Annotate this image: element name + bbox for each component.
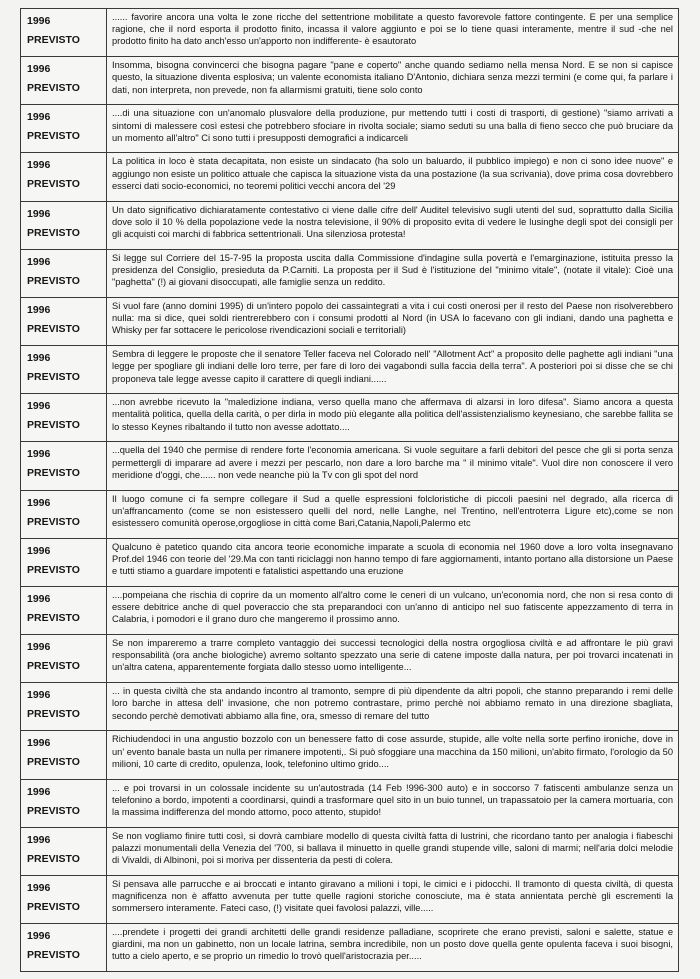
row-text: Se non vogliamo finire tutti così, si dovrà cambiare modello di questa civiltà fatta di lustrini, che ricordano tanto per analogia i fiabeschi palazzi monumentali della Venezia del '700, si ballava il minuetto in quelle grandi stupende ville, saloni di marmi; nell'aria dolci melodie di Vivaldi, di Albinoni, poi si moriva per dissenteria da pesti di colera.: [112, 830, 673, 866]
row-label: [21, 924, 107, 971]
table-row: [21, 876, 678, 924]
row-text: ... in questa civiltà che sta andando incontro al tramonto, sempre di più dipendente da altri popoli, che stanno preparando i remi delle loro barche in attesa dell' invasione, che non potremo contrastare, primo perchè noi abbiamo remato in una direzione sbagliata, secondo perchè demotivati abbiamo alla fine, ora, smesso di remare del tutto: [112, 686, 673, 721]
table-row: [21, 731, 678, 779]
year-label: 1996: [27, 689, 51, 702]
row-text: Un dato significativo dichiaratamente contestativo ci viene dalle cifre dell' Auditel televisivo sugli utenti del sud, soprattutto dalla Sicilia dove solo il 10 % della popolazione vede la nostra televisione, il 90% di proposito evita di vedere le lusinghe degli spot dei consigli per gli acquisti coi marchi di fabbrica settentrionali. Una silenziosa protesta!: [112, 204, 673, 240]
row-text: Se non impareremo a trarre completo vantaggio dei successi tecnologici della nostra orgogliosa civiltà e ad affrontare le più gravi responsabilità (ora anche biologiche) avremo soltanto spezzato una serie di catene imposte dalla natura, per poi trovarci incatenati in un'altra catena, apparentemente forgiata dallo stesso uomo intelligente...: [112, 638, 673, 673]
document-table: [20, 8, 679, 972]
status-label: PREVISTO: [27, 467, 80, 480]
row-label: [21, 105, 107, 152]
row-label: [21, 731, 107, 778]
year-label: 1996: [27, 737, 51, 750]
row-text: Richiudendoci in una angustio bozzolo con un benessere fatto di cose assurde, stupide, alle volte nella sorte perfino ironiche, dove in un' evento banale basta un nulla per rimanere impotenti,. Si può sfoggiare una macchina da 150 milioni, un'abito firmato, l'orologio da 50 milioni, 10 carte di credito, opulenza, look, telefonino ultimo grido....: [112, 734, 673, 769]
status-label: PREVISTO: [27, 900, 80, 913]
year-label: 1996: [27, 303, 51, 316]
status-label: PREVISTO: [27, 515, 80, 528]
row-text: La politica in loco è stata decapitata, non esiste un sindacato (ha solo un baluardo, il pubblico impiego) e non ci sono idee nuove" e aggiungo non esiste un politico attuale che capisca la situazione vista da una postazione (la sua scrivania), dove prima cosa dovrebbero esserci dati socio-economici, no teoremi politici vecchi ancora del '29: [112, 156, 673, 191]
status-label: PREVISTO: [27, 948, 80, 961]
year-label: 1996: [27, 592, 51, 605]
year-label: 1996: [27, 15, 51, 27]
table-row: [21, 924, 678, 971]
row-label: [21, 828, 107, 875]
table-row: [21, 587, 678, 635]
table-row: [21, 346, 678, 394]
table-row: [21, 298, 678, 346]
row-label: [21, 57, 107, 104]
status-label: PREVISTO: [27, 82, 80, 95]
row-text: ...quella del 1940 che permise di rendere forte l'economia americana. Si vuole seguitare a farli debitori del pesce che gli si porta senza permettergli di imparare ad avere i mezzi per pescarlo, non dare a loro barche ma " il minimo vitale". Vuol dire non conoscere il vero meridione d'oggi, che...... non vede neanche più la Tv con gli spot del nord: [112, 445, 673, 480]
row-label: [21, 876, 107, 923]
status-label: PREVISTO: [27, 708, 80, 721]
row-text: ....prendete i progetti dei grandi architetti delle grandi residenze palladiane, scoprirete che erano previsti, saloni e salette, statue e giardini, ma non un gabinetto, non un locale latrina, sembra incredibile, non un posto dove quella gente opulenta faceva i suoi bisogni, tutto a cielo aperto, e se proprio un rimedio lo trovò quell'aristocrazia per.....: [112, 926, 673, 962]
status-label: PREVISTO: [27, 756, 80, 769]
row-text: ....pompeiana che rischia di coprire da un momento all'altro come le ceneri di un vulcano, un'economia nord, che non si resa conto di essere debitrice anche di quel poveraccio che sta preparandoci con un'anno di anticipo nel suo fatiscente appezzamento di terra in Calabria, i pomodori e il grano duro che mangeremo il prossimo anno.: [112, 589, 673, 625]
row-text: Insomma, bisogna convincerci che bisogna pagare "pane e coperto" anche quando sediamo nella mensa Nord. E se non si capisce questo, la situazione diventa esplosiva; un valente economista italiano D'Antonio, dichiara senza mezzi termini (e come qui, fa parlare i dati, non interpreta, non prevede, non fa allarmismi gratuiti, tiene solo conto: [112, 60, 673, 95]
row-label: [21, 9, 107, 56]
row-text: ... e poi trovarsi in un colossale incidente su un'autostrada (14 Feb !996-300 auto) e in soccorso 7 fatiscenti ambulanze senza un telefonino a bordo, impotenti a coordinarsi, quindi a trasformare quel sito in un buio tunnel, un trapassatoio per la camera mortuaria, con la massima indifferenza del mondo attorno, poco attento, stupido!: [112, 782, 673, 817]
row-label: [21, 298, 107, 345]
table-row: [21, 105, 678, 153]
table-row: [21, 491, 678, 539]
table-row: [21, 394, 678, 442]
table-row: [21, 9, 678, 57]
table-row: [21, 683, 678, 731]
year-label: 1996: [27, 352, 51, 365]
row-text: ...non avrebbe ricevuto la "maledizione indiana, verso quella mano che affermava di alzarsi in loro difesa". Siamo ancora a questa mentalità politica, quella della carità, o per dirla in modo più elegante alla politica dell'assistenzialismo keynesiano, che sarebbe fallita se lo stesso Keynes ribaltando il tutto non avesse adottato....: [112, 397, 673, 432]
status-label: PREVISTO: [27, 852, 80, 865]
year-label: 1996: [27, 448, 51, 461]
year-label: 1996: [27, 929, 51, 942]
year-label: 1996: [27, 785, 51, 798]
year-label: 1996: [27, 207, 51, 220]
row-text: ...... favorire ancora una volta le zone ricche del settentrione mobilitate a questo favorevole fattore contingente. E per una semplice ragione, che il nord esporta il prodotto finito, incassa il valore aggiunto e poi se lo tiene quasi interamente, mentre il sud -che nel prodotto finito ha dato anch'esso un'apporto non indifferente- è esautorato: [112, 12, 673, 47]
status-label: PREVISTO: [27, 419, 80, 432]
table-row: [21, 539, 678, 587]
status-label: PREVISTO: [27, 178, 80, 191]
status-label: PREVISTO: [27, 322, 80, 335]
status-label: PREVISTO: [27, 34, 80, 46]
year-label: 1996: [27, 255, 51, 268]
status-label: PREVISTO: [27, 611, 80, 624]
row-text: ....di una situazione con un'anomalo plusvalore della produzione, pur mettendo tutti i costi di trasporti, di gestione) "siamo arrivati a sintomi di malessere così estesi che potrebbero sfociare in rivolta sociale; siamo seduti su una balla di fieno secco che può bruciare da un momento all'altro" Ci sono tutti i presupposti demografici a indicarceli: [112, 108, 673, 143]
row-text: Si legge sul Corriere del 15-7-95 la proposta uscita dalla Commissione d'indagine sulla povertà e l'emarginazione, istituita presso la presidenza del Consiglio, presieduta da P.Carniti. La proposta per il Sud è l'istituzione del "minimo vitale", (notate il vitale): Cioè una "paghetta" (!) ai giovani disoccupati, alle famiglie senza un reddito.: [112, 252, 673, 288]
status-label: PREVISTO: [27, 226, 80, 239]
table-row: [21, 828, 678, 876]
year-label: 1996: [27, 833, 51, 846]
row-label: [21, 683, 107, 730]
year-label: 1996: [27, 111, 51, 124]
row-label: [21, 491, 107, 538]
row-label: [21, 250, 107, 297]
row-label: [21, 394, 107, 441]
row-label: [21, 442, 107, 489]
year-label: 1996: [27, 544, 51, 557]
row-text: Qualcuno è patetico quando cita ancora teorie economiche imparate a scuola di economia nel 1960 dove a loro volta insegnavano Prof.del 1946 con teorie del '29.Ma con tanti riciclaggi non hanno tempo di fare aggiornamenti, intanto portano alla distorsione un Paese e tutti stiamo a guardare impotenti e fatalistici aspettando una eruzione: [112, 541, 673, 577]
row-label: [21, 780, 107, 827]
year-label: 1996: [27, 159, 51, 172]
table-row: [21, 635, 678, 683]
row-text: Sembra di leggere le proposte che il senatore Teller faceva nel Colorado nell' "Allotment Act" a proposito delle paghette agli indiani "una legge per spogliare gli indiani delle loro terre, per fare di loro dei vagabondi sulla faccia della terra". A posteriori poi si disse che se chi proponeva tale legge avesse capito il carattere di quegli indiani......: [112, 349, 673, 384]
row-text: Si vuol fare (anno domini 1995) di un'intero popolo dei cassaintegrati a vita i cui costi onerosi per il resto del Paese non risolverebbero nulla: ma si dice, quei soldi rientrerebbero con i consumi prodotti al Nord (in USA lo facevano con gli indiani, dando una paghetta e Whisky per far sottacere le pericolose rivendicazioni sociali e territoriali): [112, 300, 673, 336]
year-label: 1996: [27, 881, 51, 894]
table-row: [21, 202, 678, 250]
year-label: 1996: [27, 641, 51, 654]
year-label: 1996: [27, 400, 51, 413]
table-row: [21, 442, 678, 490]
row-label: [21, 539, 107, 586]
status-label: PREVISTO: [27, 563, 80, 576]
status-label: PREVISTO: [27, 130, 80, 143]
row-text: Si pensava alle parrucche e ai broccati e intanto giravano a milioni i topi, le cimici e i pidocchi. Il tramonto di questa civiltà, di questa magnificenza non è affatto avvenuta per tutte quelle ragioni storiche conosciute, ma è stata annientata perchè gli escrementi la sommersero interamente. Fateci caso, (!) visitate quei favolosi palazzi, ville.....: [112, 878, 673, 914]
status-label: PREVISTO: [27, 274, 80, 287]
status-label: PREVISTO: [27, 660, 80, 673]
row-label: [21, 635, 107, 682]
row-label: [21, 202, 107, 249]
table-row: [21, 57, 678, 105]
row-label: [21, 587, 107, 634]
row-label: [21, 153, 107, 200]
year-label: 1996: [27, 496, 51, 509]
row-label: [21, 346, 107, 393]
table-row: [21, 780, 678, 828]
row-text: Il luogo comune ci fa sempre collegare il Sud a quelle espressioni folcloristiche di piccoli paesini nel degrado, alla ricerca di un'affrancamento (come se non esistessero quelli del nord, nelle Langhe, nel Trentino, nell'entroterra Ligure etc),come se non esistessero comunità operose,orgogliose in città come Bari,Catania,Napoli,Palermo etc: [112, 493, 673, 528]
year-label: 1996: [27, 63, 51, 76]
table-row: [21, 153, 678, 201]
table-row: [21, 250, 678, 298]
status-label: PREVISTO: [27, 371, 80, 384]
status-label: PREVISTO: [27, 804, 80, 817]
